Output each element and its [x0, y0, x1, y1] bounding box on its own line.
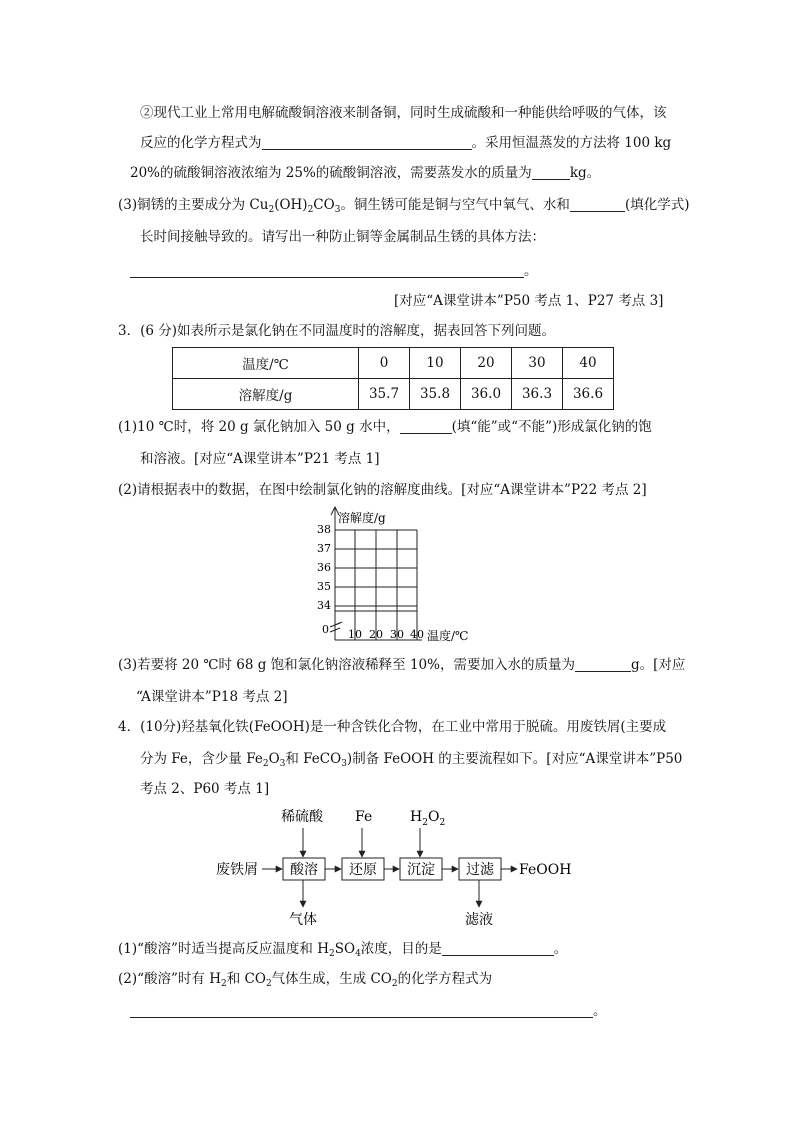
q4-part2-line-2: 。 — [130, 1002, 607, 1020]
q4-line-1: 4．(10分)羟基氧化铁(FeOOH)是一种含铁化合物，在工业中常用于脱硫。用废铁屑(主要成 — [118, 719, 667, 735]
answer-blank-water-mass[interactable] — [532, 165, 570, 180]
q3-part1-line-1: (1)10 ℃时，将 20 g 氯化钠加入 50 g 水中， (填“能”或“不能”)形成氯化钠的饱 — [118, 419, 652, 435]
answer-blank-formula[interactable] — [570, 197, 625, 212]
q2-line-3: 20%的硫酸铜溶液浓缩为 25%的硫酸铜溶液，需要蒸发水的质量为 kg。 — [130, 165, 601, 181]
grid-y-tick: 38 — [317, 523, 331, 536]
table-cell: 0 — [359, 348, 410, 379]
flow-output-filtrate: 滤液 — [465, 912, 493, 928]
flow-step-precipitation: 沉淀 — [407, 862, 435, 878]
q2-line-1: ②现代工业上常用电解硫酸铜溶液来制备铜，同时生成硫酸和一种能供给呼吸的气体，该 — [140, 105, 667, 121]
flow-output-gas: 气体 — [289, 912, 317, 928]
flow-step-filtration: 过滤 — [466, 862, 494, 878]
flow-step-reduction: 还原 — [349, 862, 377, 878]
table-cell: 10 — [410, 348, 461, 379]
flow-step-acid-dissolution: 酸溶 — [290, 862, 318, 878]
grid-y-tick: 34 — [317, 599, 331, 612]
table-cell: 35.7 — [359, 379, 410, 410]
q4-line-2: 分为 Fe，含少量 $Fe_2O_3$和 FeCO$_3$)制备 FeOOH 的主要流程如下。[对应“A课堂讲本”P50 — [140, 751, 683, 769]
q3-part2: (2)请根据表中的数据，在图中绘制氯化钠的溶解度曲线。[对应“A课堂讲本”P22 考点 2] — [118, 482, 647, 498]
grid-x-tick: 40 — [410, 628, 424, 641]
q2-part3-line-2: 长时间接触导致的。请写出一种防止铜等金属制品生锈的具体方法： — [140, 229, 545, 245]
q2-reference: [对应“A课堂讲本”P50 考点 1、P27 考点 3] — [394, 293, 664, 309]
grid-x-tick: 10 — [348, 628, 362, 641]
reagent-iron: Fe — [355, 809, 373, 825]
table-cell: 36.6 — [563, 379, 614, 410]
answer-blank-added-water[interactable] — [575, 657, 631, 672]
solubility-grid[interactable] — [300, 506, 490, 646]
table-header-solubility: 溶解度/g — [173, 379, 359, 410]
answer-blank-can-or-cannot[interactable] — [400, 419, 452, 434]
q2-line-2: 反应的化学方程式为 。采用恒温蒸发的方法将 100 kg — [140, 135, 672, 151]
table-cell: 36.3 — [512, 379, 563, 410]
reagent-dilute-sulfuric-acid: 稀硫酸 — [281, 809, 323, 825]
reagent-hydrogen-peroxide: $H_2O_2$ — [410, 809, 446, 828]
answer-blank-purpose[interactable] — [442, 941, 554, 956]
table-cell: 35.8 — [410, 379, 461, 410]
q3-part3-line-1: (3)若要将 20 ℃时 68 g 饱和氯化钠溶液稀释至 10%，需要加入水的质量为 g。[对应 — [118, 657, 686, 673]
grid-y-tick: 35 — [317, 580, 331, 593]
grid-y-tick: 37 — [317, 542, 331, 555]
grid-y-tick: 36 — [317, 561, 331, 574]
grid-x-tick: 30 — [390, 628, 404, 641]
grid-origin: 0 — [322, 623, 329, 636]
q3-part3-line-2: “A课堂讲本”P18 考点 2] — [136, 689, 288, 705]
flow-product-feooh: FeOOH — [519, 862, 572, 878]
table-cell: 36.0 — [461, 379, 512, 410]
q2-part3-line-1: (3)铜锈的主要成分为 $Cu_2(OH)_2CO_3$。铜生锈可能是铜与空气中氧气、水和 (填化学式) — [118, 197, 690, 215]
grid-y-label: 溶解度/g — [338, 511, 386, 525]
answer-blank-co2-equation[interactable] — [130, 1003, 593, 1018]
table-row-temperature — [173, 348, 614, 379]
table-cell: 20 — [461, 348, 512, 379]
flow-input-scrap-iron: 废铁屑 — [216, 862, 258, 878]
q4-line-3: 考点 2、P60 考点 1] — [140, 781, 270, 797]
q3-intro: 3．(6 分)如表所示是氯化钠在不同温度时的溶解度，据表回答下列问题。 — [118, 323, 556, 339]
grid-x-tick: 20 — [369, 628, 383, 641]
table-cell: 40 — [563, 348, 614, 379]
process-flow-diagram — [212, 804, 582, 930]
q4-part2-line-1: (2)“酸溶”时有 $H_2$和 $CO_2$气体生成，生成 $CO_2$的化学方程式为 — [118, 971, 493, 989]
q4-part1: (1)“酸溶”时适当提高反应温度和 $H_2SO_4$浓度，目的是 。 — [118, 941, 568, 959]
solubility-table — [172, 347, 614, 410]
q2-part3-line-3: 。 — [130, 262, 538, 280]
table-cell: 30 — [512, 348, 563, 379]
table-row-solubility — [173, 379, 614, 410]
answer-blank-equation[interactable] — [262, 135, 472, 150]
answer-blank-rust-prevention[interactable] — [130, 263, 524, 278]
q3-part1-line-2: 和溶液。[对应“A课堂讲本”P21 考点 1] — [140, 451, 380, 467]
grid-x-label: 温度/℃ — [427, 629, 469, 643]
table-header-temperature: 温度/℃ — [173, 348, 359, 379]
